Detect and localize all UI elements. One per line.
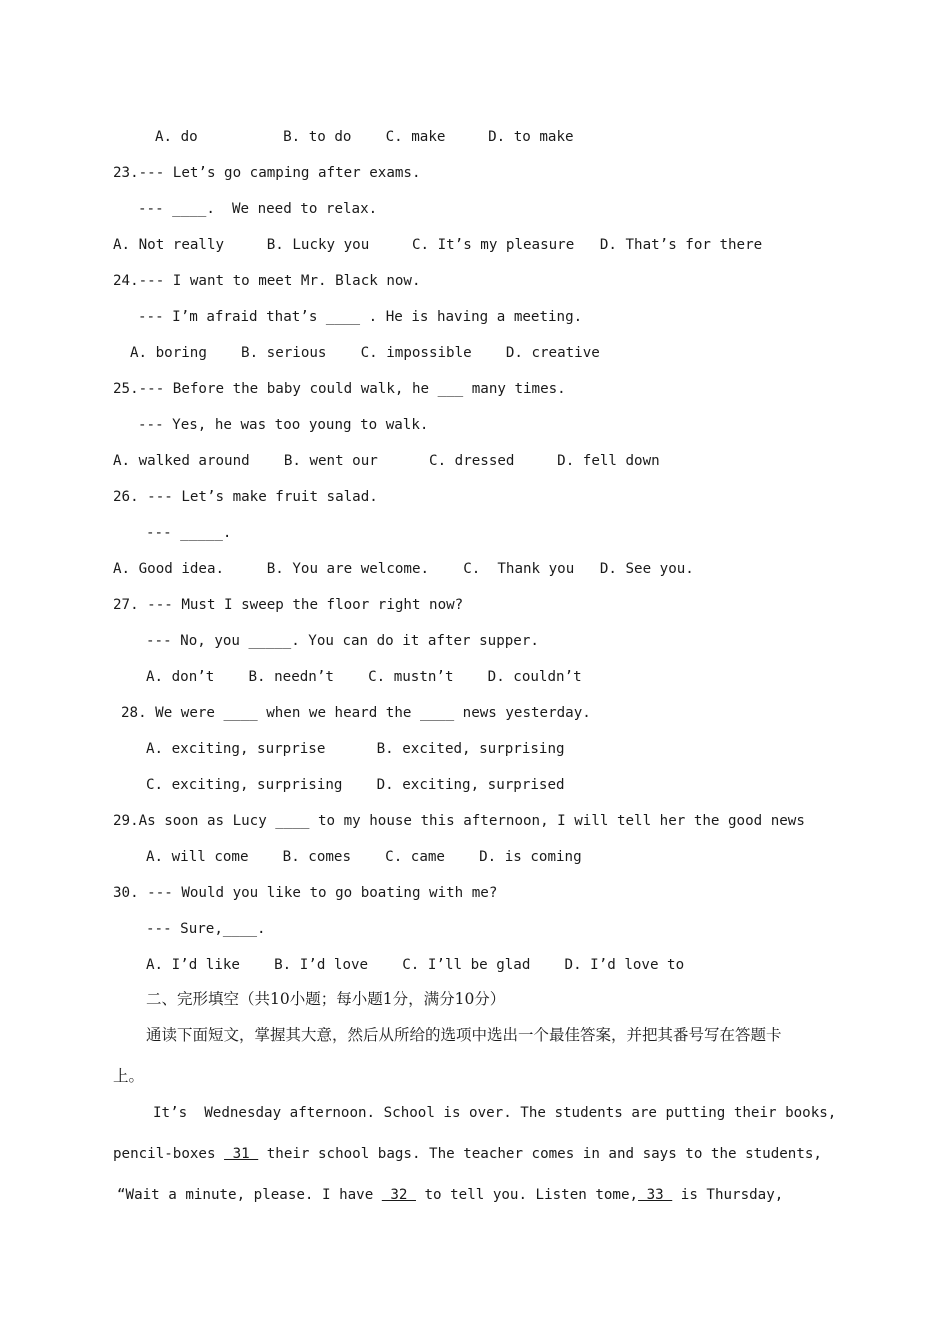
passage-line-1: It’s Wednesday afternoon. School is over. The students are putting their books,: [153, 1105, 837, 1121]
q28-options-cd: C. exciting, surprising D. exciting, surprised: [146, 777, 565, 793]
passage-text: pencil-boxes: [113, 1146, 225, 1162]
q28-options-ab: A. exciting, surprise B. excited, surprising: [146, 741, 565, 757]
q30-stem: 30. --- Would you like to go boating with me?: [113, 885, 498, 901]
q26-options: A. Good idea. B. You are welcome. C. Thank you D. See you.: [113, 561, 694, 577]
q22-options: A. do B. to do C. make D. to make: [155, 129, 574, 145]
q28-stem: 28. We were ____ when we heard the ____ news yesterday.: [121, 705, 591, 721]
q30-options: A. I’d like B. I’d love C. I’ll be glad D. I’d love to: [146, 957, 685, 973]
q23-stem: 23.--- Let’s go camping after exams.: [113, 165, 421, 181]
q27-stem: 27. --- Must I sweep the floor right now?: [113, 597, 464, 613]
q30-reply: --- Sure,____.: [146, 921, 266, 937]
q23-reply: --- ____. We need to relax.: [138, 201, 378, 217]
passage-text: is Thursday,: [672, 1187, 784, 1203]
q25-reply: --- Yes, he was too young to walk.: [138, 417, 429, 433]
passage-text: “Wait a minute, please. I have: [117, 1187, 382, 1203]
blank-33: 33: [638, 1187, 673, 1203]
passage-text: their school bags. The teacher comes in and says to the students,: [258, 1146, 822, 1162]
section-instruction: 通读下面短文，掌握其大意，然后从所给的选项中选出一个最佳答案，并把其番号写在答题卡: [146, 1026, 782, 1044]
q24-options: A. boring B. serious C. impossible D. creative: [130, 345, 600, 361]
q29-options: A. will come B. comes C. came D. is coming: [146, 849, 582, 865]
blank-32: 32: [381, 1187, 416, 1203]
q24-stem: 24.--- I want to meet Mr. Black now.: [113, 273, 421, 289]
q25-stem: 25.--- Before the baby could walk, he ___ many times.: [113, 381, 566, 397]
q26-reply: --- _____.: [146, 525, 232, 541]
q23-options: A. Not really B. Lucky you C. It’s my pleasure D. That’s for there: [113, 237, 763, 253]
q26-stem: 26. --- Let’s make fruit salad.: [113, 489, 378, 505]
passage-line-2: [113, 1144, 822, 1164]
blank-31: 31: [224, 1146, 259, 1162]
q27-options: A. don’t B. needn’t C. mustn’t D. couldn’t: [146, 669, 582, 685]
section-heading: 二、完形填空（共10小题；每小题1分，满分10分）: [146, 990, 506, 1008]
passage-text: to tell you. Listen tome,: [415, 1187, 639, 1203]
q25-options: A. walked around B. went our C. dressed D. fell down: [113, 453, 660, 469]
q24-reply: --- I’m afraid that’s ____ . He is having a meeting.: [138, 309, 583, 325]
q27-reply: --- No, you _____. You can do it after supper.: [146, 633, 539, 649]
passage-line-3: [117, 1185, 783, 1205]
section-instruction-cont: 上。: [113, 1067, 145, 1085]
q29-stem: 29.As soon as Lucy ____ to my house this afternoon, I will tell her the good news: [113, 813, 805, 829]
